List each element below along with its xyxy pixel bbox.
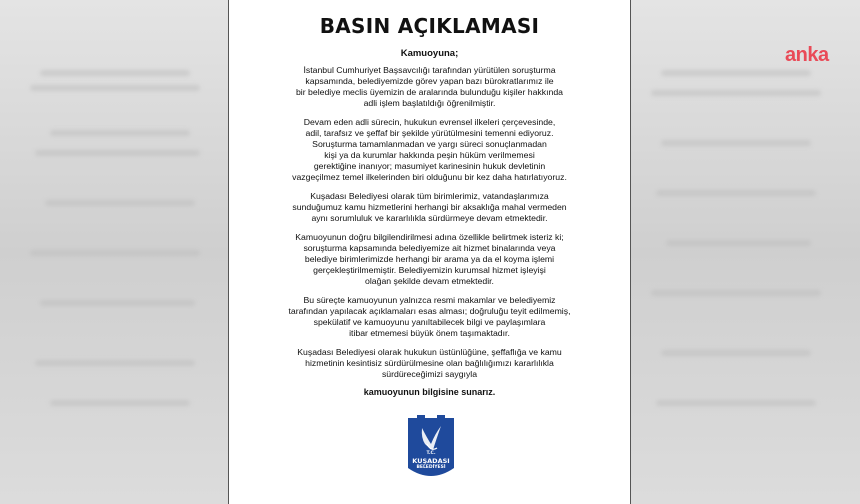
paragraph-line: itibar etmemesi büyük önem taşımaktadır. [349, 328, 510, 338]
anka-watermark: anka [785, 44, 829, 66]
paragraph-line: gerektiğine inanıyor; masumiyet karinesinin hukuk devletinin [313, 161, 546, 171]
paragraph-6 [259, 347, 600, 380]
paragraph-line: Devam eden adli sürecin, hukukun evrensel ilkeleri çerçevesinde, [303, 117, 556, 127]
paragraph-5 [259, 295, 600, 339]
paragraph-line: belediye birimlerimizde herhangi bir arama ya da el koyma işlemi [304, 254, 555, 264]
body-paragraphs [229, 65, 630, 380]
paragraph-4 [259, 232, 600, 287]
logo-shield-icon [405, 414, 457, 482]
kusadasi-municipality-logo [405, 414, 457, 482]
paragraph-line: kapsamında, belediyemizde görev yapan bazı bürokratlarımız ile [305, 76, 554, 86]
paragraph-line: soruşturma kapsamında belediyemize ait hizmet binalarında veya [303, 243, 556, 253]
paragraph-line: adli işlem başlatıldığı öğrenilmiştir. [363, 98, 496, 108]
paragraph-line: adil, tarafsız ve şeffaf bir şekilde yürütülmesini temenni ediyoruz. [305, 128, 554, 138]
paragraph-3 [259, 191, 600, 224]
logo-line-tc: T.C. [426, 451, 436, 456]
paragraph-1 [259, 65, 600, 109]
document-title: BASIN AÇIKLAMASI [319, 14, 540, 38]
blurred-background-right [631, 0, 860, 504]
paragraph-line: sürdüreceğimizi saygıyla [381, 369, 478, 379]
paragraph-line: spekülatif ve kamuoyunu yanıltabilecek bilgi ve paylaşımlara [313, 317, 546, 327]
paragraph-line: Soruşturma tamamlanmadan ve yargı süreci sonuçlanmadan [312, 139, 547, 149]
paragraph-line: vazgeçilmez temel ilkelerinden biri olduğunu bir kez daha hatırlatıyoruz. [292, 172, 567, 182]
paragraph-line: tarafından yapılacak açıklamaları esas alması; doğruluğu teyit edilmemiş, [288, 306, 571, 316]
logo-line-belediyesi: BELEDİYESİ [416, 465, 446, 470]
paragraph-line: olağan şekilde devam etmektedir. [365, 276, 494, 286]
paragraph-2 [259, 117, 600, 183]
closing-line: kamuoyunun bilgisine sunarız. [363, 387, 496, 397]
paragraph-line: Kuşadası Belediyesi olarak hukukun üstünlüğüne, şeffaflığa ve kamu [297, 347, 562, 357]
paragraph-line: Kuşadası Belediyesi olarak tüm birimlerimiz, vatandaşlarımıza [310, 191, 549, 201]
paragraph-line: bir belediye meclis üyemizin de aralarında bulunduğu kişiler hakkında [295, 87, 564, 97]
blurred-background-left [0, 0, 228, 504]
logo-line-kusadasi: KUŞADASI [412, 457, 450, 465]
paragraph-line: İstanbul Cumhuriyet Başsavcılığı tarafından yürütülen soruşturma [303, 65, 556, 75]
paragraph-line: Kamuoyunun doğru bilgilendirilmesi adına özellikle belirtmek isteriz ki; [295, 232, 564, 242]
paragraph-line: kişi ya da kurumlar hakkında peşin hüküm verilmemesi [324, 150, 535, 160]
paragraph-line: sunduğumuz kamu hizmetlerini herhangi bir aksaklığa mahal vermeden [292, 202, 567, 212]
paragraph-line: Bu süreçte kamuoyunun yalnızca resmi makamlar ve belediyemiz [303, 295, 556, 305]
paragraph-line: gerçekleştirilmemiştir. Belediyemizin kurumsal hizmet işleyişi [313, 265, 546, 275]
paragraph-line: hizmetinin kesintisiz sürdürülmesine olan bağlılığımızı kararlılıkla [305, 358, 554, 368]
salutation: Kamuoyuna; [400, 48, 459, 59]
paragraph-line: aynı sorumluluk ve kararlılıkla sürdürmeye devam etmektedir. [311, 213, 548, 223]
press-release-page [228, 0, 631, 504]
